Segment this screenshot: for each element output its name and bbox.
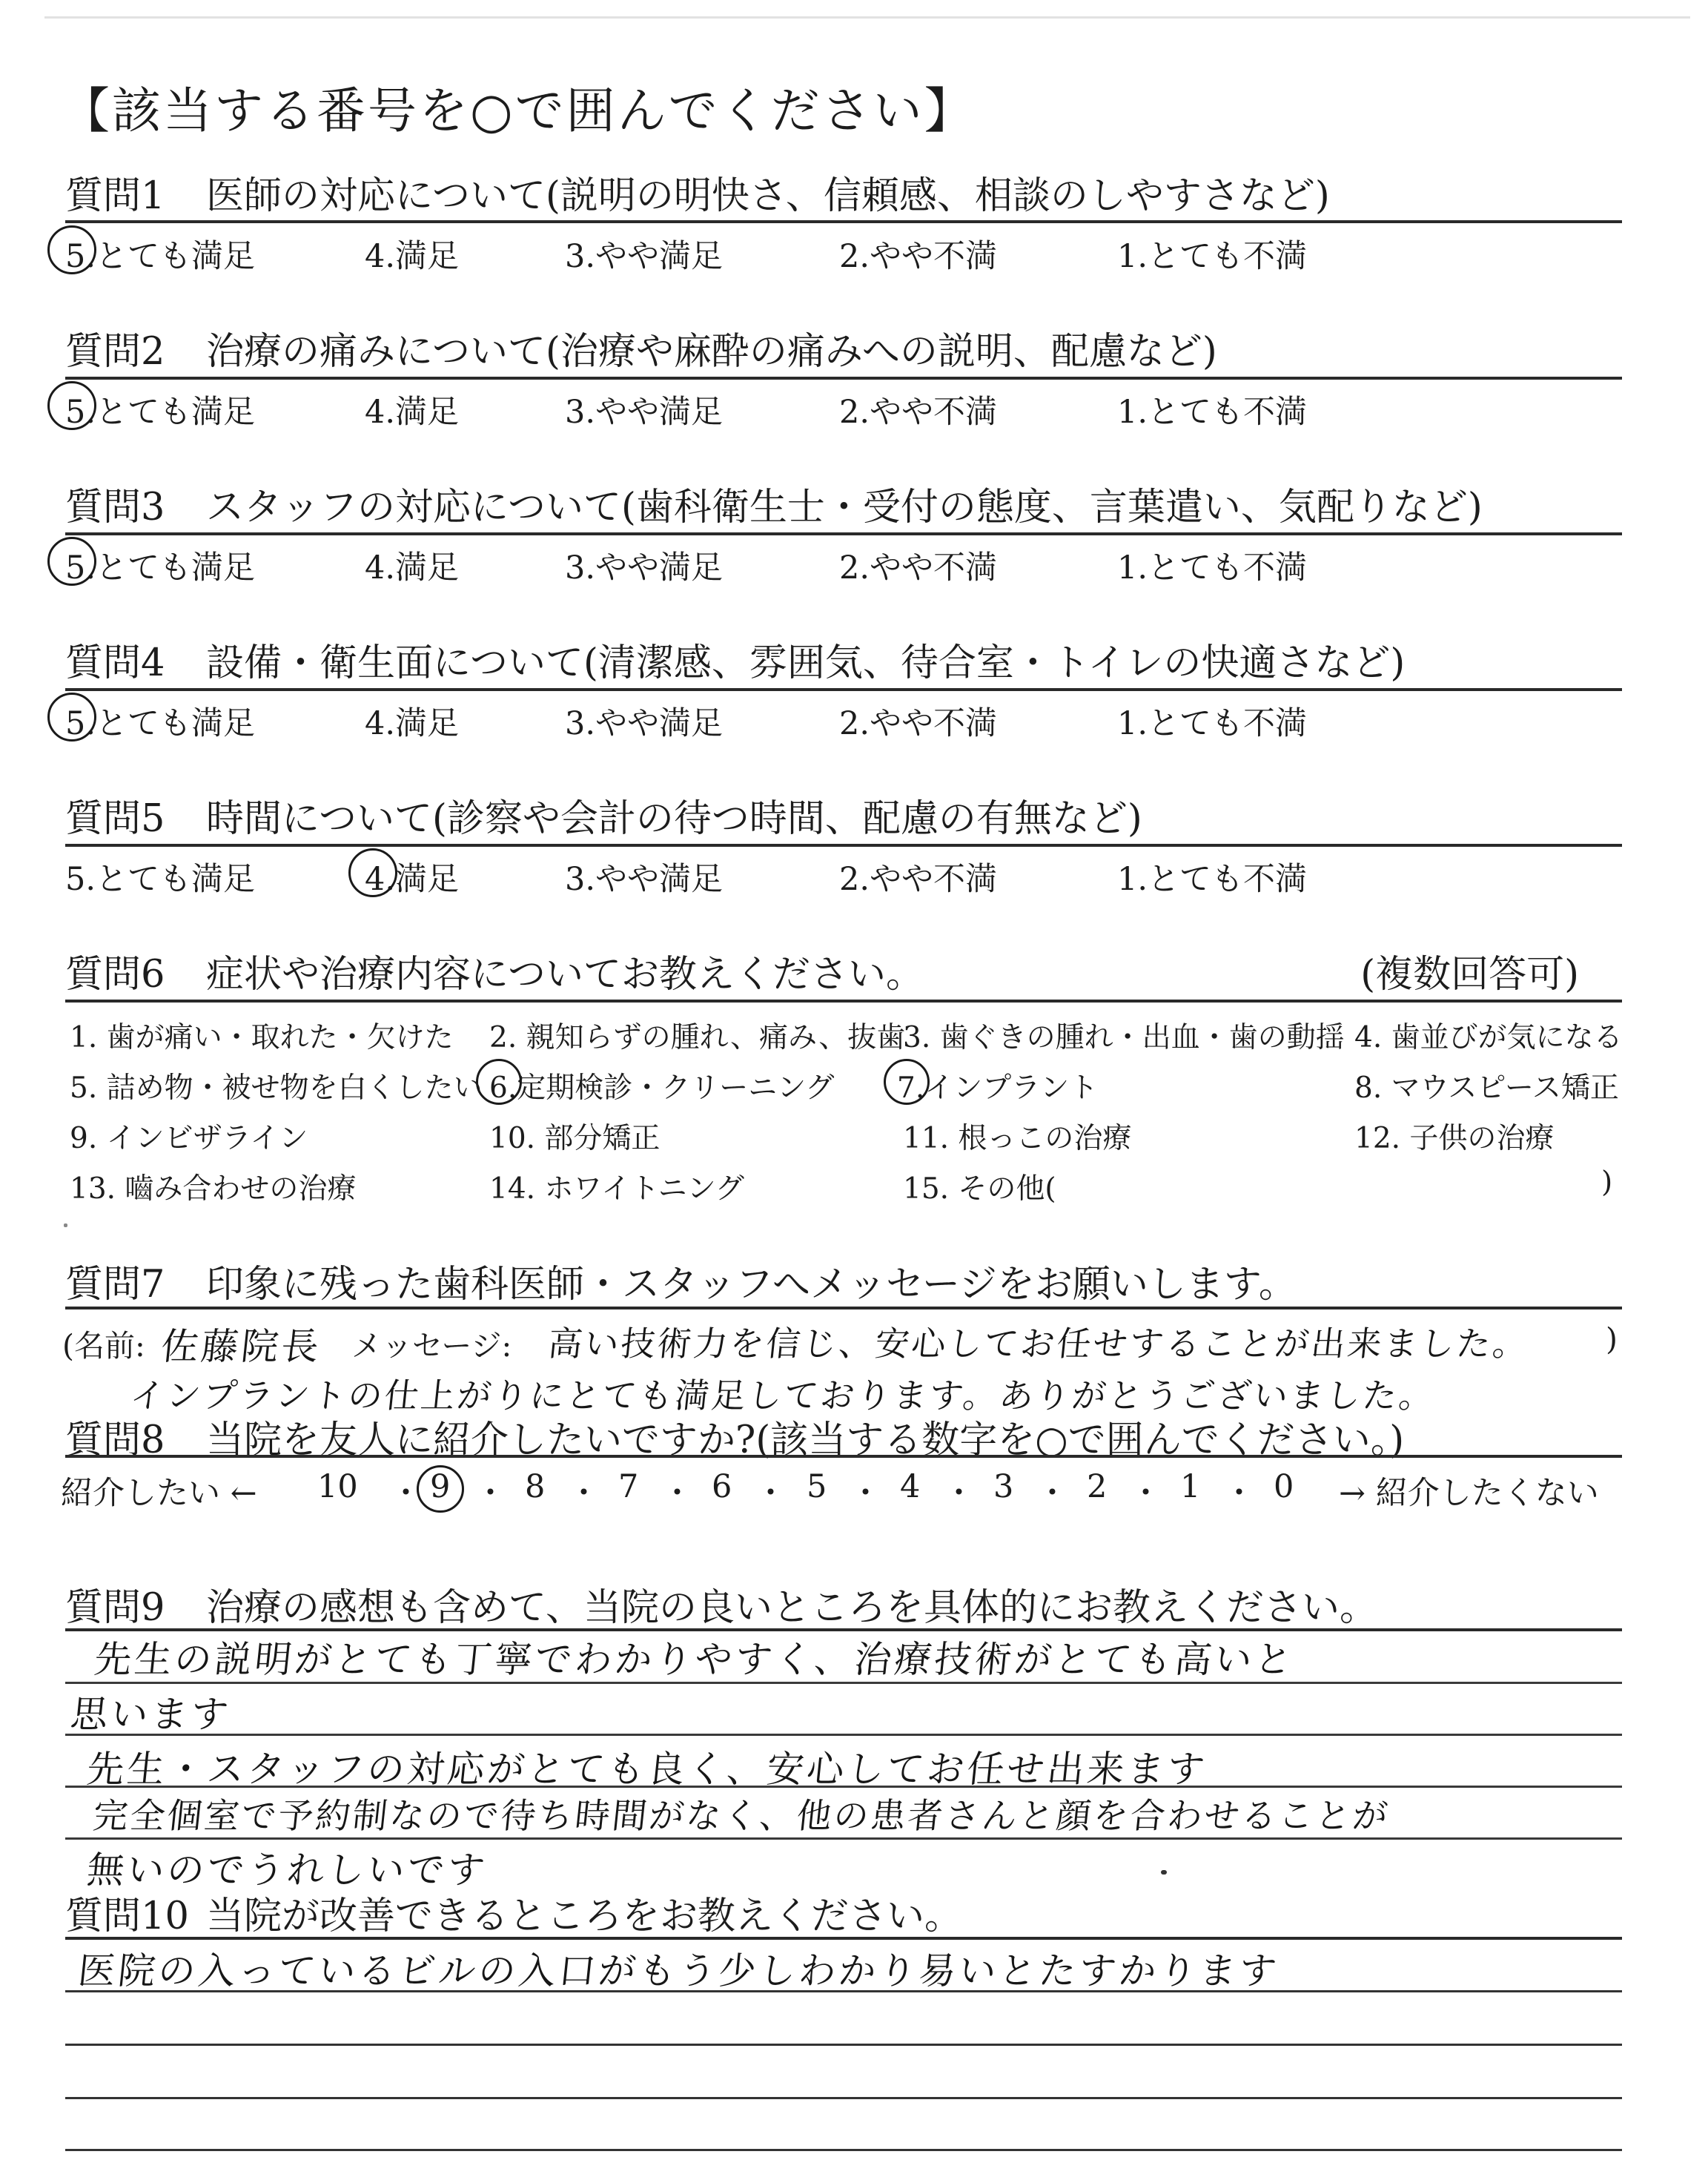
symptom-option-15[interactable]: 15. その他( <box>903 1172 1056 1206</box>
question-number: 質問1 <box>65 174 165 218</box>
question-4 <box>65 632 1405 687</box>
message-label: メッセージ: <box>351 1328 512 1364</box>
option-4[interactable]: 4.満足 <box>365 238 460 275</box>
answer-rule <box>65 1837 1622 1840</box>
question-rule <box>65 844 1622 847</box>
answer-line-5[interactable]: 無いのでうれしいです <box>85 1849 490 1892</box>
score-0[interactable]: 0 <box>1274 1468 1294 1505</box>
symptom-option-9[interactable]: 9. インビザライン <box>70 1122 308 1155</box>
question-text: 医師の対応について(説明の明快さ、信頼感、相談のしやすさなど) <box>206 174 1330 218</box>
score-5[interactable]: 5 <box>807 1468 827 1505</box>
score-4[interactable]: 4 <box>900 1468 921 1505</box>
selection-circle <box>47 693 96 742</box>
question-9 <box>65 1576 1377 1631</box>
symptom-option-14[interactable]: 14. ホワイトニング <box>489 1172 744 1206</box>
option-5[interactable]: 5.とても満足 <box>65 861 256 898</box>
selection-circle <box>47 537 96 586</box>
option-1[interactable]: 1.とても不満 <box>1117 861 1308 898</box>
question-text: 当院が改善できるところをお教えください。 <box>206 1895 963 1938</box>
option-2[interactable]: 2.やや不満 <box>839 238 998 275</box>
question-2 <box>65 320 1217 375</box>
question-number: 質問5 <box>65 797 165 841</box>
question-rule <box>65 1937 1622 1940</box>
question-number: 質問7 <box>65 1263 165 1307</box>
question-text: スタッフの対応について(歯科衛生士・受付の態度、言葉遣い、気配りなど) <box>206 486 1483 529</box>
option-4[interactable]: 4.満足 <box>365 861 460 898</box>
score-7[interactable]: 7 <box>618 1468 639 1505</box>
symptom-option-8[interactable]: 8. マウスピース矯正 <box>1354 1071 1619 1105</box>
blank-answer-line <box>65 1990 1622 1992</box>
top-border <box>44 16 1690 19</box>
score-1[interactable]: 1 <box>1180 1468 1201 1505</box>
option-3[interactable]: 3.やや満足 <box>565 394 724 431</box>
score-9[interactable]: 9 <box>430 1468 451 1505</box>
separator-dot: ・ <box>474 1475 506 1512</box>
question-1 <box>65 165 1330 219</box>
option-1[interactable]: 1.とても不満 <box>1117 705 1308 742</box>
option-1[interactable]: 1.とても不満 <box>1117 549 1308 587</box>
question-number: 質問4 <box>65 641 165 685</box>
scan-speck <box>1161 1870 1167 1875</box>
answer-line-2[interactable]: 思います <box>68 1693 234 1736</box>
sheet-title: 【該当する番号を○で囲んでください】 <box>61 82 976 139</box>
option-3[interactable]: 3.やや満足 <box>565 861 724 898</box>
option-3[interactable]: 3.やや満足 <box>565 238 724 275</box>
option-3[interactable]: 3.やや満足 <box>565 549 724 587</box>
separator-dot: ・ <box>1223 1475 1255 1512</box>
option-3[interactable]: 3.やや満足 <box>565 705 724 742</box>
separator-dot: ・ <box>1130 1475 1162 1512</box>
question-rule <box>65 220 1622 223</box>
name-value[interactable]: 佐藤院長 <box>159 1325 324 1368</box>
option-5[interactable]: 5.とても満足 <box>65 705 256 742</box>
recommend-left-label: 紹介したい ← <box>61 1475 257 1512</box>
answer-line-1[interactable]: 先生の説明がとても丁寧でわかりやすく、治療技術がとても高いと <box>92 1638 1297 1681</box>
separator-dot: ・ <box>850 1475 881 1512</box>
score-2[interactable]: 2 <box>1087 1468 1108 1505</box>
question-number: 質問9 <box>65 1586 165 1630</box>
improvement-answer[interactable]: 医院の入っているビルの入口がもう少しわかり易いとたすかります <box>76 1949 1282 1992</box>
answer-rule <box>65 1682 1622 1684</box>
question-number: 質問6 <box>65 953 165 997</box>
question-6 <box>65 943 924 998</box>
question-3 <box>65 476 1483 531</box>
question-5 <box>65 787 1142 842</box>
symptom-option-12[interactable]: 12. 子供の治療 <box>1354 1122 1555 1155</box>
option-2[interactable]: 2.やや不満 <box>839 861 998 898</box>
option-2[interactable]: 2.やや不満 <box>839 549 998 587</box>
question-rule <box>65 1307 1622 1309</box>
question-text: 治療の感想も含めて、当院の良いところを具体的にお教えください。 <box>206 1586 1377 1630</box>
score-3[interactable]: 3 <box>993 1468 1014 1505</box>
recommend-right-label: → 紹介したくない <box>1339 1475 1599 1512</box>
score-6[interactable]: 6 <box>712 1468 732 1505</box>
option-4[interactable]: 4.満足 <box>365 705 460 742</box>
symptom-option-6[interactable]: 6.定期検診・クリーニング <box>489 1071 835 1105</box>
selection-circle <box>884 1059 930 1105</box>
blank-answer-line <box>65 2097 1622 2099</box>
name-label: (名前: <box>62 1328 145 1364</box>
question-text: 時間について(診察や会計の待つ時間、配慮の有無など) <box>206 797 1142 841</box>
answer-rule <box>65 1734 1622 1736</box>
symptom-option-11[interactable]: 11. 根っこの治療 <box>903 1122 1132 1155</box>
separator-dot: ・ <box>1036 1475 1068 1512</box>
score-8[interactable]: 8 <box>525 1468 546 1505</box>
symptom-option-7[interactable]: 7.インプラント <box>897 1071 1099 1105</box>
answer-line-4[interactable]: 完全個室で予約制なので待ち時間がなく、他の患者さんと顔を合わせることが <box>90 1796 1392 1837</box>
symptom-option-4[interactable]: 4. 歯並びが気になる <box>1354 1021 1623 1054</box>
score-10[interactable]: 10 <box>317 1468 358 1505</box>
separator-dot: ・ <box>755 1475 787 1512</box>
blank-answer-line <box>65 2149 1622 2151</box>
symptom-option-10[interactable]: 10. 部分矯正 <box>489 1122 661 1155</box>
option-4[interactable]: 4.満足 <box>365 549 460 587</box>
question-rule <box>65 1000 1622 1003</box>
question-7 <box>65 1253 1297 1308</box>
option-5[interactable]: 5.とても満足 <box>65 394 256 431</box>
message-line-2[interactable]: インプラントの仕上がりにとても満足しております。ありがとうございました。 <box>128 1375 1437 1416</box>
option-4[interactable]: 4.満足 <box>365 394 460 431</box>
multiple-answer-note: (複数回答可) <box>1360 953 1579 997</box>
symptom-option-3[interactable]: 3. 歯ぐきの腫れ・出血・歯の動揺 <box>903 1021 1345 1054</box>
option-5[interactable]: 5.とても満足 <box>65 238 256 275</box>
symptom-option-5[interactable]: 5. 詰め物・被せ物を白くしたい <box>70 1071 483 1105</box>
option-1[interactable]: 1.とても不満 <box>1117 394 1308 431</box>
selection-circle <box>348 848 397 897</box>
question-text: 症状や治療内容についてお教えください。 <box>206 953 924 997</box>
question-rule <box>65 1455 1622 1458</box>
question-number: 質問10 <box>65 1895 189 1938</box>
question-number: 質問2 <box>65 330 165 374</box>
question-text: 設備・衛生面について(清潔感、雰囲気、待合室・トイレの快適さなど) <box>206 641 1406 685</box>
question-text: 当院を友人に紹介したいですか?(該当する数字を○で囲んでください。) <box>206 1418 1405 1462</box>
question-rule <box>65 377 1622 380</box>
separator-dot: ・ <box>943 1475 975 1512</box>
question-number: 質問3 <box>65 486 165 529</box>
separator-dot: ・ <box>661 1475 693 1512</box>
selection-circle <box>47 225 96 274</box>
selection-circle <box>47 381 96 430</box>
answer-line-3[interactable]: 先生・スタッフの対応がとても良く、安心してお任せ出来ます <box>85 1748 1210 1791</box>
symptom-option-2[interactable]: 2. 親知らずの腫れ、痛み、抜歯 <box>489 1021 906 1054</box>
blank-answer-line <box>65 2044 1622 2046</box>
scan-speck <box>64 1223 67 1227</box>
separator-dot: ・ <box>568 1475 600 1512</box>
question-number: 質問8 <box>65 1418 165 1462</box>
symptom-option-1[interactable]: 1. 歯が痛い・取れた・欠けた <box>70 1021 454 1054</box>
option-2[interactable]: 2.やや不満 <box>839 705 998 742</box>
selection-circle <box>476 1059 522 1105</box>
question-rule <box>65 688 1622 691</box>
option-2[interactable]: 2.やや不満 <box>839 394 998 431</box>
question-text: 治療の痛みについて(治療や麻酔の痛みへの説明、配慮など) <box>206 330 1217 374</box>
question-10 <box>65 1885 962 1940</box>
message-line-1[interactable]: 高い技術力を信じ、安心してお任せすることが出来ました。 <box>546 1324 1532 1364</box>
other-close-paren: ) <box>1601 1166 1613 1199</box>
question-rule <box>65 532 1622 535</box>
symptom-option-13[interactable]: 13. 嚙み合わせの治療 <box>70 1172 357 1206</box>
message-close-paren: ) <box>1606 1321 1618 1357</box>
question-text: 印象に残った歯科医師・スタッフへメッセージをお願いします。 <box>206 1263 1297 1307</box>
option-1[interactable]: 1.とても不満 <box>1117 238 1308 275</box>
answer-rule <box>65 1786 1622 1788</box>
option-5[interactable]: 5.とても満足 <box>65 549 256 587</box>
selection-circle <box>417 1465 464 1513</box>
separator-dot: ・ <box>390 1475 422 1512</box>
